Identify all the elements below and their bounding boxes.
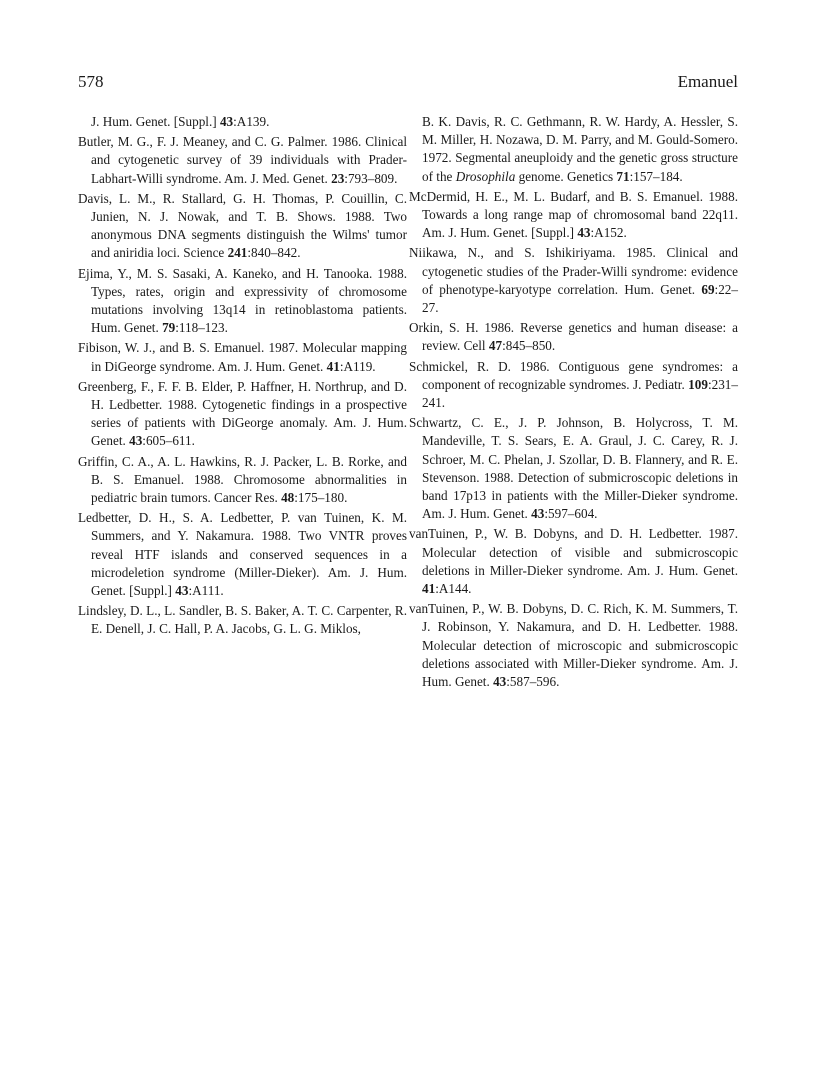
reference-text: :587–596. bbox=[506, 674, 560, 690]
volume-number: 109 bbox=[688, 376, 708, 392]
running-head: Emanuel bbox=[677, 72, 738, 91]
reference-entry bbox=[409, 113, 738, 186]
references-left-column bbox=[78, 113, 407, 641]
reference-entry bbox=[78, 265, 407, 338]
reference-entry bbox=[78, 190, 407, 263]
reference-text: :845–850. bbox=[502, 338, 556, 354]
reference-text: :793–809. bbox=[344, 170, 398, 186]
reference-text: :118–123. bbox=[175, 320, 228, 336]
volume-number: 47 bbox=[488, 338, 503, 354]
reference-entry bbox=[409, 244, 738, 317]
volume-number: 43 bbox=[577, 225, 591, 241]
volume-number: 241 bbox=[227, 245, 248, 261]
reference-text: :605–611. bbox=[142, 433, 195, 449]
reference-text: Orkin, S. H. 1986. Reverse genetics and human disease: a review. Cell bbox=[409, 320, 738, 354]
volume-number: 43 bbox=[219, 114, 234, 129]
volume-number: 43 bbox=[493, 674, 507, 690]
reference-text: Butler, M. G., F. J. Meaney, and C. G. Palmer. 1986. Clinical and cytogenetic survey of 39 individuals with Prader-Labhart-Willi syndrome. Am. J. Med. Genet. bbox=[78, 134, 407, 186]
reference-entry bbox=[409, 414, 738, 523]
reference-text: Schmickel, R. D. 1986. Contiguous gene syndromes: a component of recognizable syndromes. J. Pediatr. bbox=[409, 358, 738, 392]
reference-text: Niikawa, N., and S. Ishikiriyama. 1985. Clinical and cytogenetic studies of the Prader-Willi syndrome: evidence of phenotype-karyotype correlation. Hum. Genet. bbox=[409, 245, 738, 297]
reference-text: Lindsley, D. L., L. Sandler, B. S. Baker, A. T. C. Carpenter, R. E. Denell, J. C. Hall, P. A. Jacobs, G. L. G. Miklos, bbox=[78, 603, 407, 637]
reference-text: :175–180. bbox=[294, 490, 348, 506]
reference-entry bbox=[409, 525, 738, 598]
reference-text: :231–241. bbox=[422, 376, 738, 411]
reference-text: vanTuinen, P., W. B. Dobyns, and D. H. Ledbetter. 1987. Molecular detection of visible and submicroscopic deletions in Miller-Dieker syndrome. Am. J. Hum. Genet. bbox=[409, 526, 738, 578]
reference-entry bbox=[409, 358, 738, 413]
reference-text: Greenberg, F., F. F. B. Elder, P. Haffner, H. Northrup, and D. H. Ledbetter. 1988. Cytogenetic findings in a prospective series of patients with DiGeorge anomaly. Am. J. Hum. Genet. bbox=[78, 378, 407, 449]
reference-text: :A144. bbox=[435, 581, 472, 597]
volume-number: 41 bbox=[422, 581, 436, 597]
page-number: 578 bbox=[78, 72, 104, 91]
reference-entry bbox=[78, 602, 407, 638]
page-header bbox=[78, 72, 738, 96]
reference-entry bbox=[78, 378, 407, 451]
reference-text: :A139. bbox=[233, 114, 270, 129]
reference-entry bbox=[78, 339, 407, 375]
reference-text: Fibison, W. J., and B. S. Emanuel. 1987. Molecular mapping in DiGeorge syndrome. Am. J. Hum. Genet. bbox=[78, 340, 407, 374]
reference-text: :22–27. bbox=[422, 281, 738, 316]
volume-number: 23 bbox=[331, 170, 345, 186]
reference-entry bbox=[78, 133, 407, 188]
reference-text: :840–842. bbox=[247, 245, 301, 261]
volume-number: 71 bbox=[616, 168, 630, 184]
reference-text: :157–184. bbox=[629, 168, 683, 184]
reference-entry bbox=[78, 453, 407, 508]
reference-entry bbox=[409, 319, 738, 355]
references-right-column bbox=[409, 113, 738, 693]
volume-number: 48 bbox=[281, 490, 295, 506]
reference-text: Davis, L. M., R. Stallard, G. H. Thomas, P. Couillin, C. Junien, N. J. Nowak, and T. B. Shows. 1988. Two anonymous DNA segments distinguish the Wilms' tumor and aniridia loci. Science bbox=[78, 190, 407, 261]
volume-number: 41 bbox=[326, 358, 340, 374]
volume-number: 79 bbox=[162, 320, 176, 336]
volume-number: 69 bbox=[701, 281, 715, 297]
reference-text: Ejima, Y., M. S. Sasaki, A. Kaneko, and H. Tanooka. 1988. Types, rates, origin and expressivity of chromosome mutations involving 13q14 in retinoblastoma patients. Hum. Genet. bbox=[78, 265, 407, 336]
reference-text: J. Hum. Genet. [Suppl.] bbox=[91, 114, 220, 129]
reference-text: :A152. bbox=[590, 225, 627, 241]
volume-number: 43 bbox=[175, 583, 189, 599]
reference-text: vanTuinen, P., W. B. Dobyns, D. C. Rich, K. M. Summers, T. J. Robinson, Y. Nakamura, and D. H. Ledbetter. 1988. Molecular detection of microscopic and submicroscopic deletions associated with Miller-Dieker syndrome. Am. J. Hum. Genet. bbox=[409, 601, 738, 690]
reference-entry bbox=[78, 113, 407, 131]
reference-entry bbox=[409, 600, 738, 691]
reference-text: :A119. bbox=[339, 358, 376, 374]
reference-text: :A111. bbox=[188, 583, 224, 599]
reference-text: B. K. Davis, R. C. Gethmann, R. W. Hardy, A. Hessler, S. M. Miller, H. Nozawa, D. M. Parry, and M. Gould-Somero. 1972. Segmental aneuploidy and the genetic gross structure of the bbox=[422, 114, 738, 184]
reference-text: Ledbetter, D. H., S. A. Ledbetter, P. van Tuinen, K. M. Summers, and Y. Nakamura. 1988. Two VNTR proves reveal HTF islands and conserved sequences in a microdeletion syndrome (Miller-Dieker). Am. J. Hum. Genet. [Suppl.] bbox=[78, 510, 407, 599]
reference-text: McDermid, H. E., M. L. Budarf, and B. S. Emanuel. 1988. Towards a long range map of chromosomal band 22q11. Am. J. Hum. Genet. [Suppl.] bbox=[409, 188, 738, 241]
reference-entry bbox=[78, 509, 407, 600]
reference-text: Schwartz, C. E., J. P. Johnson, B. Holycross, T. M. Mandeville, T. S. Sears, E. A. Graul, J. C. Carey, R. J. Schroer, M. C. Phelan, J. Szollar, D. B. Flannery, and R. E. Stevenson. 1988. Detection of submicroscopic deletions in band 17p13 in patients with the Miller-Dieker syndrome. Am. J. Hum. Genet. bbox=[409, 415, 738, 522]
reference-text: genome. Genetics bbox=[515, 168, 617, 184]
volume-number: 43 bbox=[129, 433, 143, 449]
reference-text: :597–604. bbox=[544, 506, 598, 522]
reference-text: Griffin, C. A., A. L. Hawkins, R. J. Packer, L. B. Rorke, and B. S. Emanuel. 1988. Chromosome abnormalities in pediatric brain tumors. Cancer Res. bbox=[78, 453, 407, 506]
italic-term: Drosophila bbox=[455, 168, 516, 184]
volume-number: 43 bbox=[531, 506, 545, 522]
reference-entry bbox=[409, 188, 738, 243]
